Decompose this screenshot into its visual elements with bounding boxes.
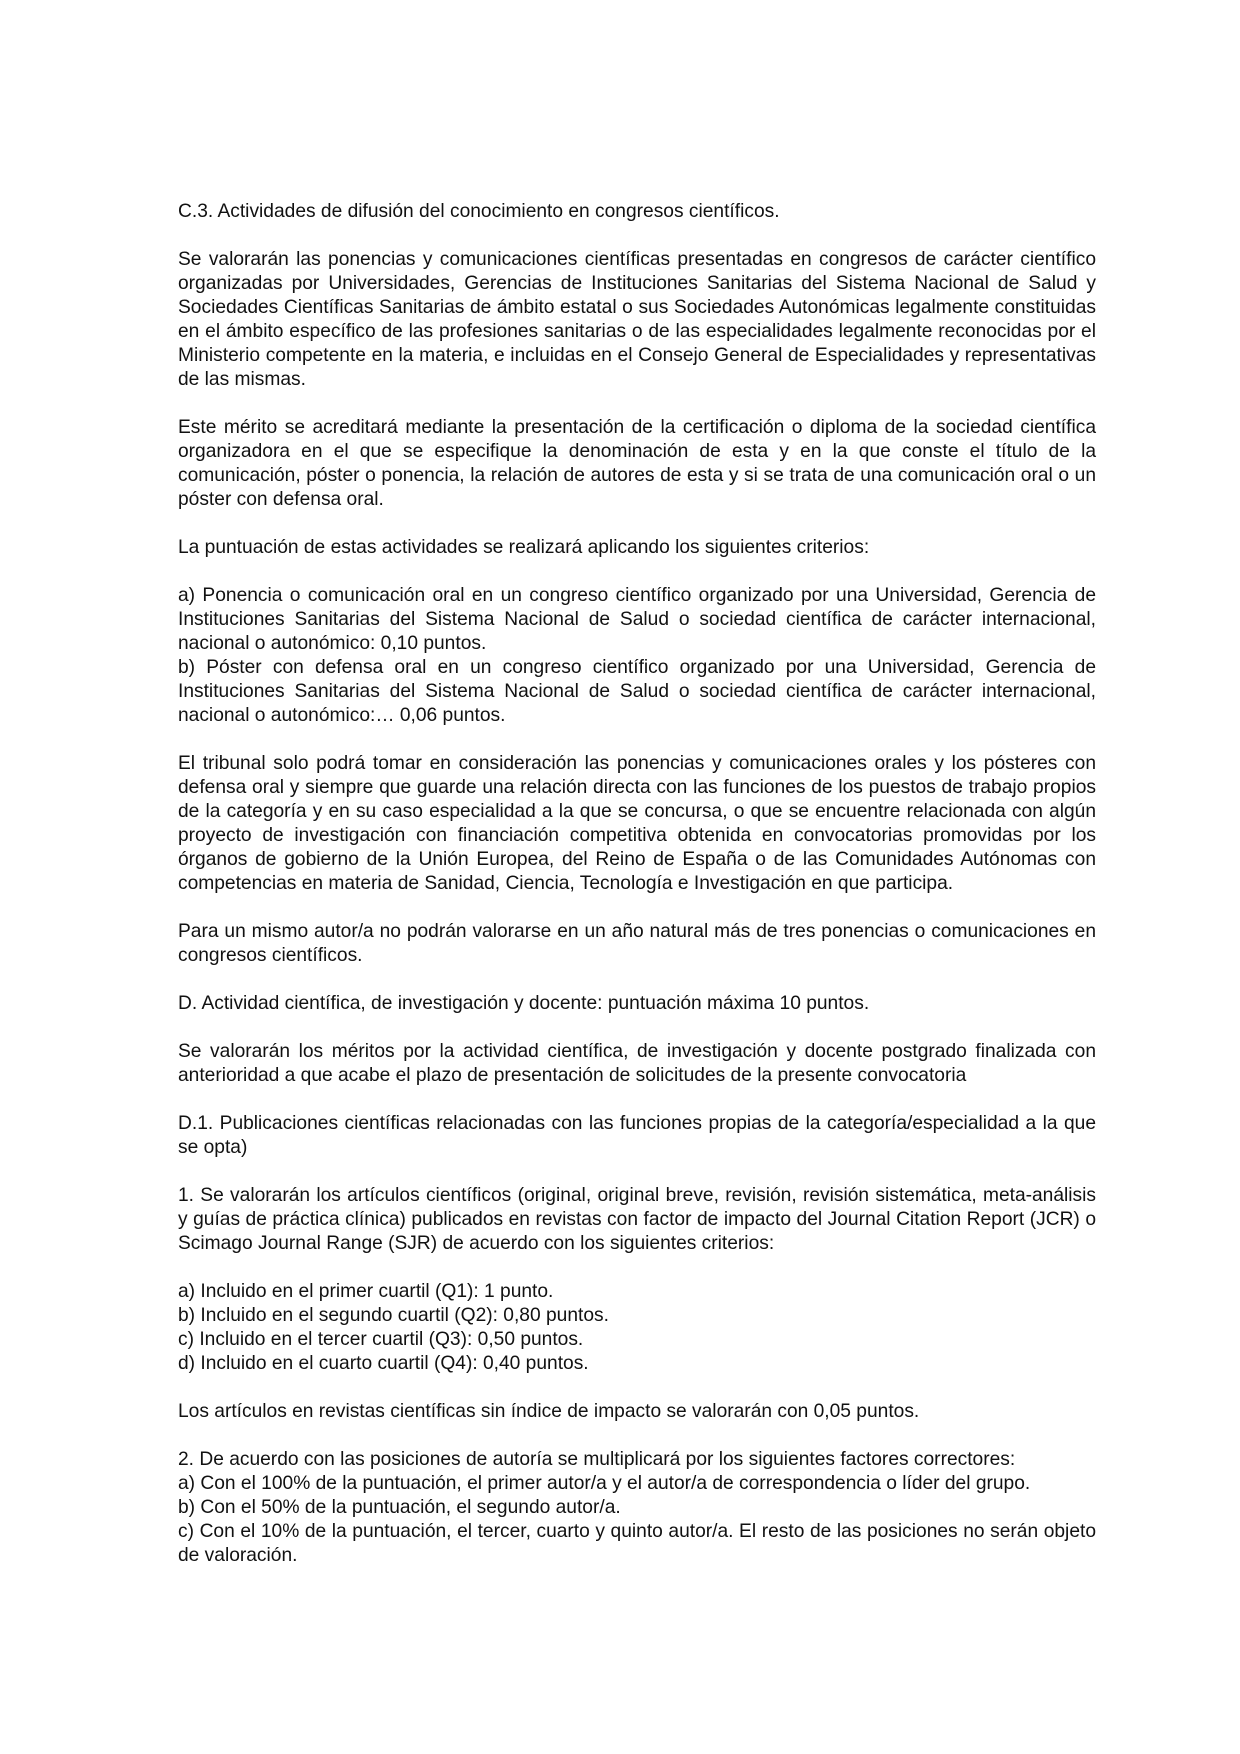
section-c3-heading: C.3. Actividades de difusión del conocimiento en congresos científicos. (178, 201, 780, 222)
d1-quartile-q4: d) Incluido en el cuarto cuartil (Q4): 0,40 puntos. (178, 1353, 589, 1374)
d1-authorship-first: a) Con el 100% de la puntuación, el primer autor/a y el autor/a de correspondencia o líder del grupo. (178, 1473, 1031, 1494)
d1-paragraph-no-impact: Los artículos en revistas científicas sin índice de impacto se valorarán con 0,05 puntos. (178, 1401, 920, 1422)
c3-paragraph-scope: Se valorarán las ponencias y comunicaciones científicas presentadas en congresos de carácter científico organizadas por Universidades, Gerencias de Instituciones Sanitarias del Sistema Nacional de Salud y Sociedades Científicas Sanitarias de ámbito estatal o sus Sociedades Autonómicas legalmente constituidas en el ámbito específico de las profesiones sanitarias o de las especialidades legalmente reconocidas por el Ministerio competente en la materia, e incluidas en el Consejo General de Especialidades y representativas de las mismas. (178, 249, 1096, 390)
document-page (178, 200, 1096, 1592)
d1-quartile-q2: b) Incluido en el segundo cuartil (Q2): 0,80 puntos. (178, 1305, 609, 1326)
d1-quartile-q1: a) Incluido en el primer cuartil (Q1): 1 punto. (178, 1281, 554, 1302)
d1-quartile-q3: c) Incluido en el tercer cuartil (Q3): 0,50 puntos. (178, 1329, 584, 1350)
c3-paragraph-criteria-intro: La puntuación de estas actividades se realizará aplicando los siguientes criterios: (178, 537, 870, 558)
section-d1-heading: D.1. Publicaciones científicas relacionadas con las funciones propias de la categoría/especialidad a la que se opta) (178, 1113, 1096, 1158)
c3-paragraph-accreditation: Este mérito se acreditará mediante la presentación de la certificación o diploma de la sociedad científica organizadora en el que se especifique la denominación de esta y en la que conste el título de la comunicación, póster o ponencia, la relación de autores de esta y si se trata de una comunicación oral o un póster con defensa oral. (178, 417, 1096, 510)
c3-criteria-list (178, 584, 1096, 728)
d1-paragraph-articles: 1. Se valorarán los artículos científicos (original, original breve, revisión, revisión sistemática, meta-análisis y guías de práctica clínica) publicados en revistas con factor de impacto del Journal Citation Report (JCR) o Scimago Journal Range (SJR) de acuerdo con los siguientes criterios: (178, 1185, 1096, 1254)
d1-authorship-intro: 2. De acuerdo con las posiciones de autoría se multiplicará por los siguientes factores correctores: (178, 1449, 1016, 1470)
section-d-heading: D. Actividad científica, de investigación y docente: puntuación máxima 10 puntos. (178, 993, 870, 1014)
c3-criterion-oral: a) Ponencia o comunicación oral en un congreso científico organizado por una Universidad, Gerencia de Instituciones Sanitarias del Sistema Nacional de Salud o sociedad científica de carácter internacional, nacional o autonómico: 0,10 puntos. (178, 585, 1096, 654)
c3-paragraph-limit: Para un mismo autor/a no podrán valorarse en un año natural más de tres ponencias o comunicaciones en congresos científicos. (178, 921, 1096, 966)
d-paragraph-intro: Se valorarán los méritos por la actividad científica, de investigación y docente postgrado finalizada con anterioridad a que acabe el plazo de presentación de solicitudes de la presente convocatoria (178, 1041, 1096, 1086)
c3-criterion-poster: b) Póster con defensa oral en un congreso científico organizado por una Universidad, Gerencia de Instituciones Sanitarias del Sistema Nacional de Salud o sociedad científica de carácter internacional, nacional o autonómico:… 0,06 puntos. (178, 657, 1096, 726)
d1-authorship-third: c) Con el 10% de la puntuación, el tercer, cuarto y quinto autor/a. El resto de las posiciones no serán objeto de valoración. (178, 1521, 1096, 1566)
d1-authorship-second: b) Con el 50% de la puntuación, el segundo autor/a. (178, 1497, 621, 1518)
d1-authorship-block (178, 1448, 1096, 1568)
c3-paragraph-tribunal: El tribunal solo podrá tomar en consideración las ponencias y comunicaciones orales y los pósteres con defensa oral y siempre que guarde una relación directa con las funciones de los puestos de trabajo propios de la categoría y en su caso especialidad a la que se concursa, o que se encuentre relacionada con algún proyecto de investigación con financiación competitiva obtenida en convocatorias promovidas por los órganos de gobierno de la Unión Europea, del Reino de España o de las Comunidades Autónomas con competencias en materia de Sanidad, Ciencia, Tecnología e Investigación en que participa. (178, 753, 1096, 894)
d1-quartile-list (178, 1280, 1096, 1376)
